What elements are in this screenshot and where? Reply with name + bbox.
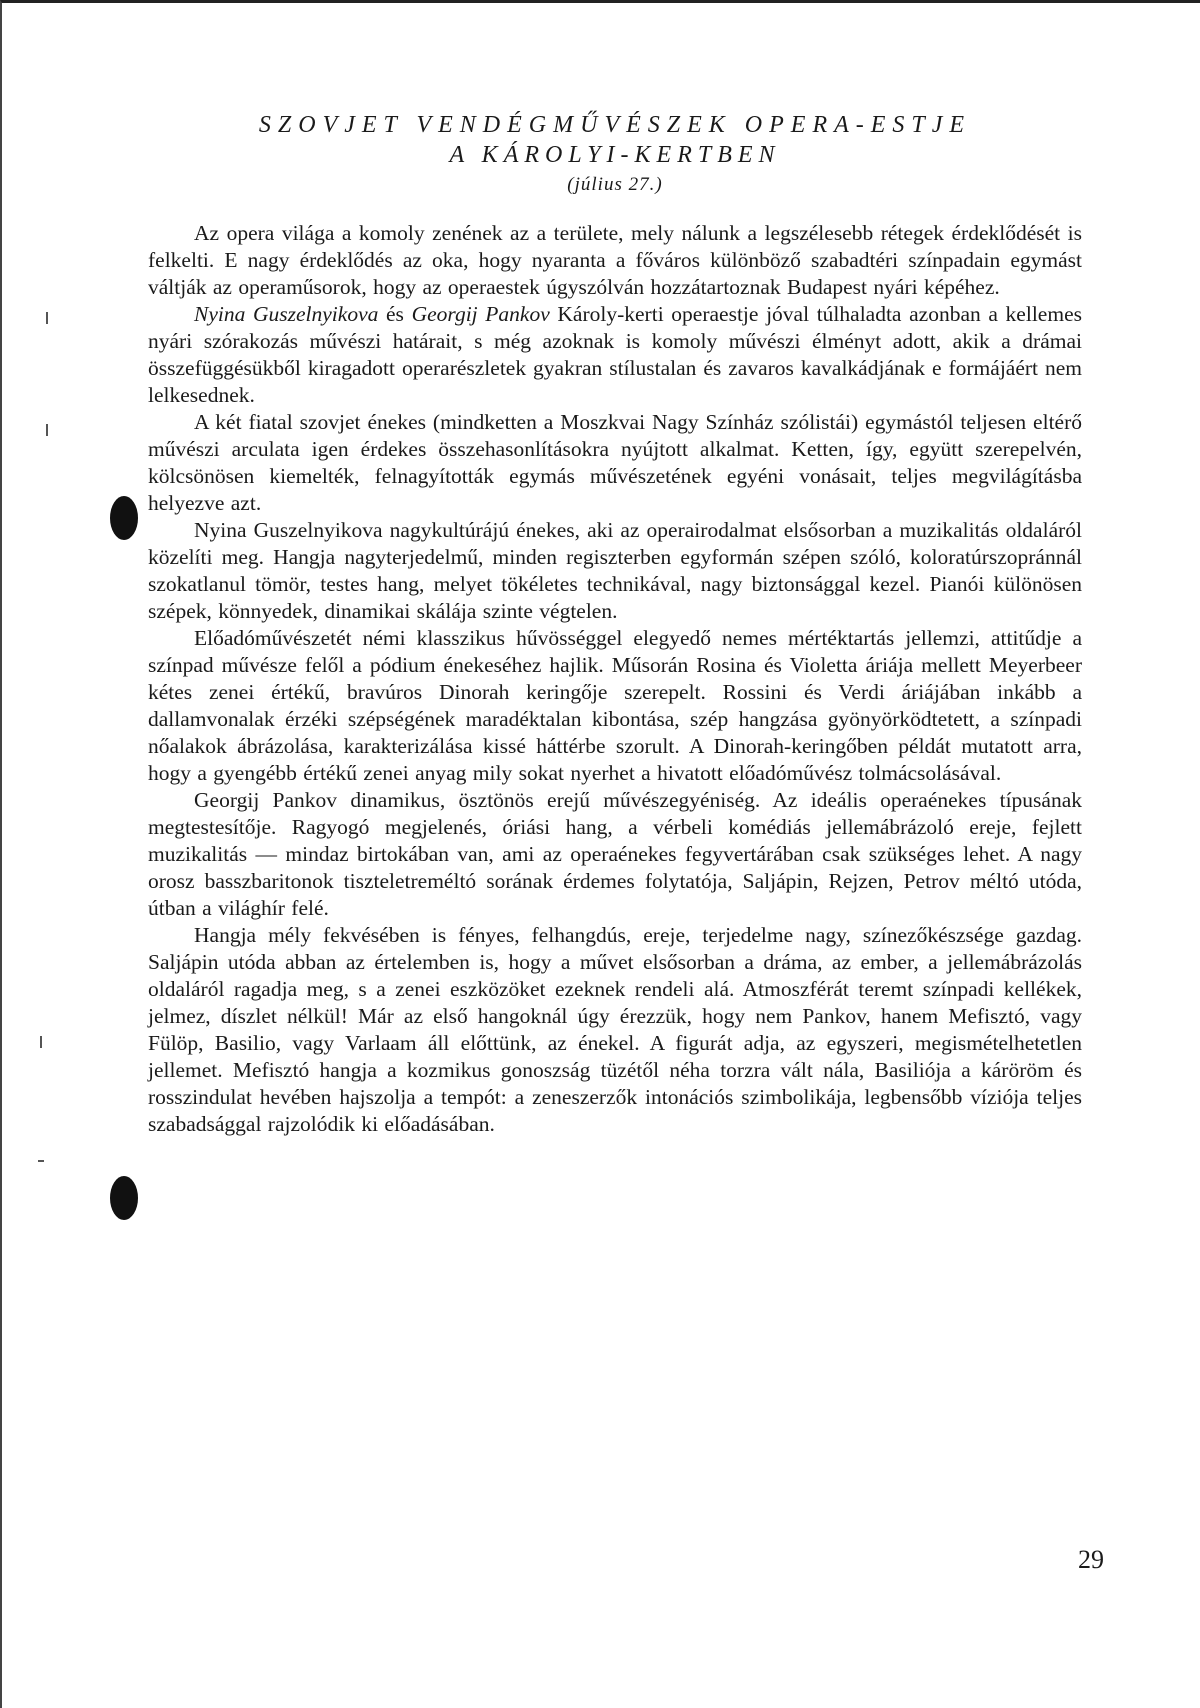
paragraph-4: Nyina Guszelnyikova nagykultúrájú énekes, aki az operairodalmat elsősorban a muzikalitás oldaláról közelíti meg. Hangja nagyterjedelmű, minden regiszterben egyformán szépen szóló, koloratúrszopránnál szokatlanul tömör, testes hang, melyet tökéletes technikával, nagy biztonsággal kezel. Pianói különösen szépek, könnyedek, dinamikai skálája szinte végtelen. [148,518,1082,623]
paragraph-2 [148,301,1082,409]
margin-mark [38,1160,44,1162]
singer-name-2: Georgij Pankov [411,302,550,326]
singer-name-1: Nyina Guszelnyikova [194,302,379,326]
paragraph-5: Előadóművészetét némi klasszikus hűvösséggel elegyedő nemes mértéktartás jellemzi, attitűdje a színpad művésze felől a pódium énekeséhez hajlik. Műsorán Rosina és Violetta áriája mellett Meyerbeer kétes zenei értékű, bravúros Dinorah keringője szerepelt. Rossini és Verdi áriájában inkább a dallamvonalak érzéki szépségének maradéktalan kibontása, szép hangzása gyönyörködtetett, a színpadi nőalakok ábrázolása, karakterizálása kissé háttérbe szorult. A Dinorah-keringőben példát mutatott arra, hogy a gyengébb értékű zenei anyag mily sokat nyerhet a hivatott előadóművész tolmácsolásával. [148,626,1082,785]
article-title: SZOVJET VENDÉGMŰVÉSZEK OPERA-ESTJE [258,112,972,138]
punch-hole-bottom [110,1176,138,1220]
paragraph-1: Az opera világa a komoly zenének az a területe, mely nálunk a legszélesebb rétegek érdeklődését is felkelti. E nagy érdeklődés az oka, hogy nyaranta a főváros különböző szabadtéri színpadain egymást váltják az operaműsorok, hogy az operaestek úgyszólván hozzátartoznak Budapest nyári képéhez. [148,221,1082,299]
margin-mark [46,312,48,324]
punch-hole-top [110,496,138,540]
paragraph-2-text: Károly-kerti operaestje jóval túlhaladta azonban a kellemes nyári szórakozás művészi határait, s még azoknak is komoly művészi élményt adott, akik a drámai összefüggésükből kiragadott operarészletek gyakran stílustalan és zavaros kavalkádjának e formájáért nem lelkesednek. [148,302,1082,407]
page-number: 29 [1078,1545,1104,1574]
paragraph-6: Georgij Pankov dinamikus, ösztönös erejű művészegyéniség. Az ideális operaénekes típusának megtestesítője. Ragyogó megjelenés, óriási hang, a vérbeli komédiás jellemábrázoló ereje, fejlett muzikalitás — mindaz birtokában van, ami az operaénekes fegyvertárában csak szükséges lehet. A nagy orosz basszbaritonok tiszteletreméltó sorának érdemes folytatója, Saljápin, Rejzen, Petrov méltó utóda, útban a világhír felé. [148,788,1082,920]
margin-mark [40,1036,42,1048]
article-date: (július 27.) [567,174,663,195]
document-page [148,110,1082,1138]
paragraph-3: A két fiatal szovjet énekes (mindketten a Moszkvai Nagy Színház szólistái) egymástól teljesen eltérő művészi arculata igen érdekes összehasonlításokra nyújtott alkalmat. Ketten, így, együtt szerepelvén, kölcsönösen kiemelték, felnagyították egymás művészetének egyéni vonásait, teljes megvilágításba helyezve azt. [148,410,1082,515]
paragraph-7: Hangja mély fekvésében is fényes, felhangdús, ereje, terjedelme nagy, színezőkészsége gazdag. Saljápin utóda abban az értelemben is, hogy a művet elsősorban a dráma, az ember, a jellemábrázolás oldaláról ragadja meg, s a zenei eszközöket ezeknek rendeli alá. Atmoszférát teremt színpadi kellékek, jelmez, díszlet nélkül! Már az első hangoknál úgy érezzük, hogy nem Pankov, hanem Mefisztó, vagy Fülöp, Basilio, vagy Varlaam áll előttünk, az énekel. A figurát adja, az egyszeri, megismételhetetlen jellemet. Mefisztó hangja a kozmikus gonoszság tüzétől néha torzra vált nála, Basiliója a káröröm és rosszindulat hevében hajszolja a tempót: a zeneszerzők intonációs szimbolikája, legbensőbb víziója teljes szabadsággal rajzolódik ki előadásában. [148,923,1082,1136]
margin-mark [46,424,48,436]
article-subtitle: A KÁROLYI-KERTBEN [449,142,781,168]
name-connector: és [378,302,412,326]
